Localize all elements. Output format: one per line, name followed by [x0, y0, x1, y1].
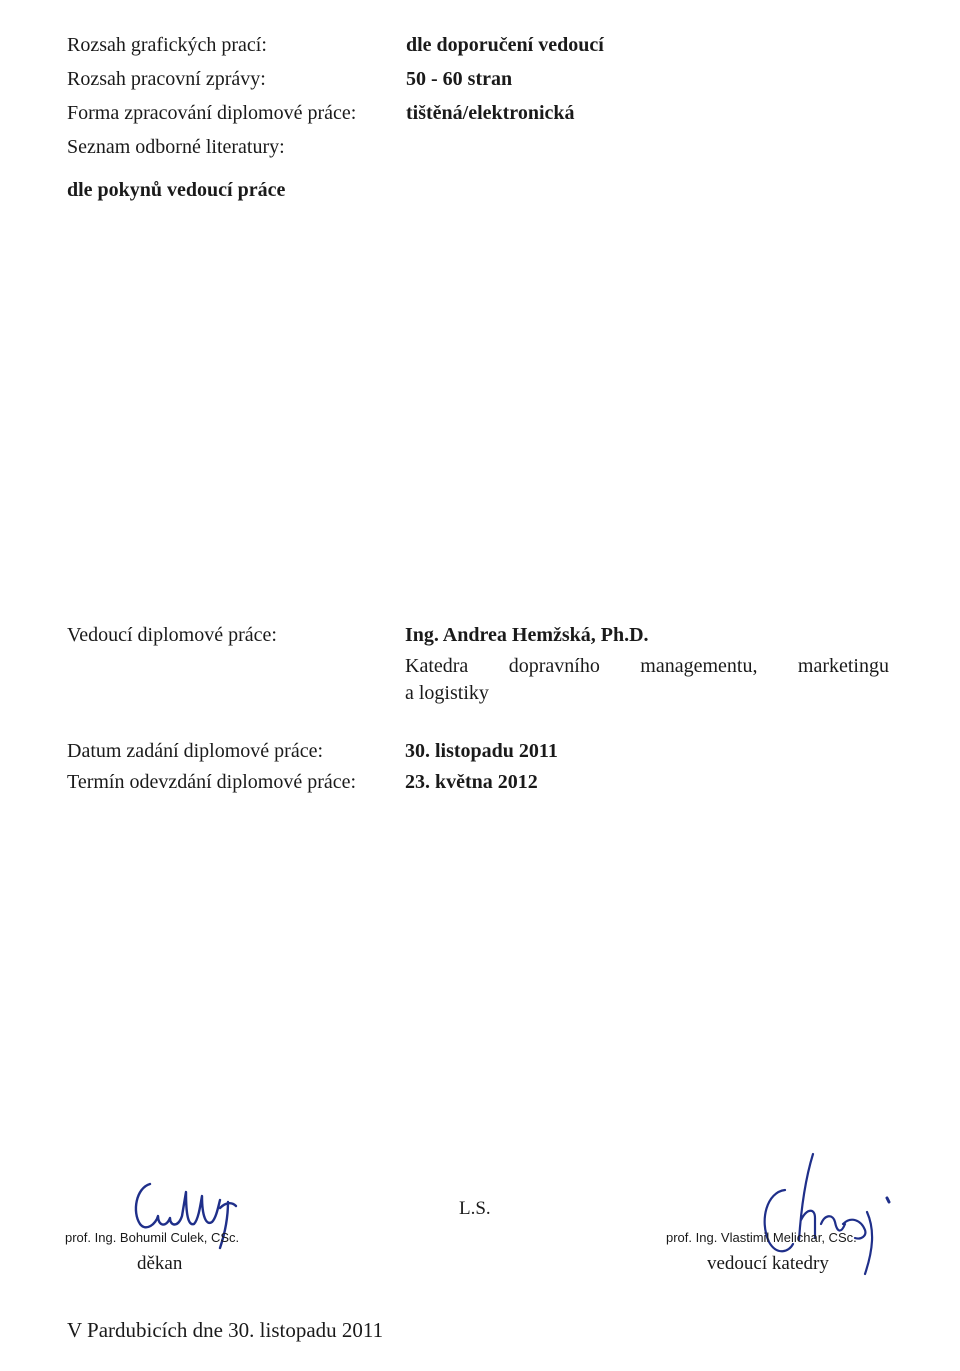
head-signature-dot	[887, 1198, 889, 1202]
department-word: marketingu	[797, 655, 889, 677]
department-word: Katedra	[405, 655, 469, 677]
assigned-date-label: Datum zadání diplomové práce:	[67, 740, 324, 762]
deadline-value: 23. května 2012	[405, 771, 538, 793]
report-scope-value: 50 - 60 stran	[406, 68, 513, 90]
literature-label: Seznam odborné literatury:	[67, 136, 285, 158]
head-title: vedoucí katedry	[707, 1253, 829, 1274]
department-line-1	[405, 655, 889, 678]
department-line-2: a logistiky	[405, 682, 489, 704]
head-name: prof. Ing. Vlastimil Melichar, CSc.	[666, 1230, 857, 1245]
dean-name: prof. Ing. Bohumil Culek, CSc.	[65, 1230, 240, 1245]
assigned-date-value: 30. listopadu 2011	[405, 740, 558, 762]
department-word: managementu,	[640, 655, 758, 677]
supervisor-label: Vedoucí diplomové práce:	[67, 624, 277, 646]
graphics-scope-value: dle doporučení vedoucí	[406, 34, 604, 56]
department-word: dopravního	[508, 655, 600, 677]
supervisor-name: Ing. Andrea Hemžská, Ph.D.	[405, 624, 649, 646]
report-scope-label: Rozsah pracovní zprávy:	[67, 68, 266, 90]
dean-title: děkan	[137, 1253, 183, 1274]
literature-value: dle pokynů vedoucí práce	[67, 179, 286, 201]
seal-placeholder: L.S.	[459, 1198, 491, 1219]
graphics-scope-label: Rozsah grafických prací:	[67, 34, 267, 56]
deadline-label: Termín odevzdání diplomové práce:	[67, 771, 357, 793]
thesis-form-label: Forma zpracování diplomové práce:	[67, 102, 357, 124]
place-date: V Pardubicích dne 30. listopadu 2011	[67, 1318, 384, 1342]
thesis-form-value: tištěná/elektronická	[406, 102, 575, 124]
